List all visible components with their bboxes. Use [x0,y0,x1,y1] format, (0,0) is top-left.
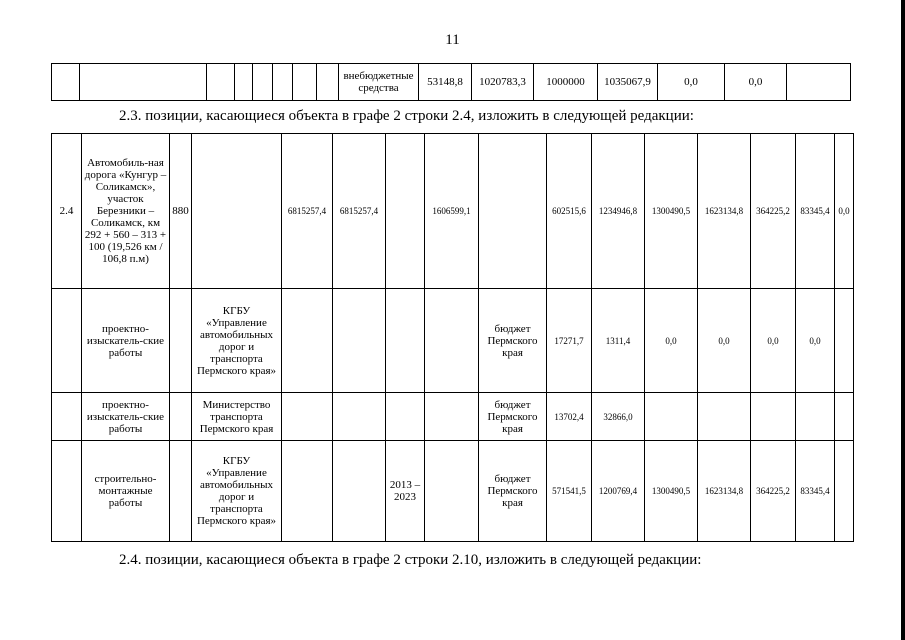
value-cell: 1311,4 [592,289,645,393]
funding-source: бюджет Пермского края [479,289,547,393]
table-row [52,134,854,289]
value-cell: 1234946,8 [592,134,645,289]
cell-empty [479,134,547,289]
cell-empty [835,289,854,393]
value-cell: 0,0 [645,289,698,393]
cell-empty [333,393,386,441]
continuation-table [51,63,851,101]
value-cell: 13702,4 [547,393,592,441]
value-cell: 6815257,4 [333,134,386,289]
cell-empty [787,64,851,101]
organization: КГБУ «Управление автомобильных дорог и транспорта Пермского края» [192,441,282,542]
value-cell: 1623134,8 [698,441,751,542]
period: 2013 – 2023 [386,441,425,542]
funding-source: бюджет Пермского края [479,393,547,441]
value-cell: 0,0 [835,134,854,289]
value-cell: 32866,0 [592,393,645,441]
cell-empty [386,289,425,393]
cell-empty [52,64,80,101]
value-cell: 0,0 [751,289,796,393]
cell-empty [170,393,192,441]
work-type: проектно-изыскатель-ские работы [82,393,170,441]
cell-empty [192,134,282,289]
cell-empty [253,64,273,101]
cell-empty [698,393,751,441]
cell-empty [282,393,333,441]
row-number: 2.4 [52,134,82,289]
cell-empty [835,441,854,542]
cell-empty [386,393,425,441]
organization: КГБУ «Управление автомобильных дорог и транспорта Пермского края» [192,289,282,393]
scan-edge [901,0,905,640]
table-row [52,393,854,441]
cell-empty [796,393,835,441]
cell-empty [425,289,479,393]
paragraph-2-4: 2.4. позиции, касающиеся объекта в графе 2 строки 2.10, изложить в следующей редакции: [119,552,702,568]
cell-empty [293,64,317,101]
cell-empty [645,393,698,441]
cell-empty [425,393,479,441]
value-cell: 1606599,1 [425,134,479,289]
value-cell: 1020783,3 [472,64,534,101]
cell-empty [333,441,386,542]
cell-empty [333,289,386,393]
cell-empty [317,64,339,101]
cell-empty [170,289,192,393]
paragraph-2-3: 2.3. позиции, касающиеся объекта в графе 2 строки 2.4, изложить в следующей редакции: [119,108,694,124]
funding-source: бюджет Пермского края [479,441,547,542]
value-cell: 602515,6 [547,134,592,289]
cell-empty [80,64,207,101]
object-code: 880 [170,134,192,289]
cell-empty [751,393,796,441]
cell-empty [273,64,293,101]
value-cell: 0,0 [796,289,835,393]
value-cell: 53148,8 [419,64,472,101]
cell-empty [386,134,425,289]
page-number: 11 [445,32,460,48]
organization: Министерство транспорта Пермского края [192,393,282,441]
value-cell: 364225,2 [751,441,796,542]
value-cell: 83345,4 [796,134,835,289]
value-cell: 0,0 [725,64,787,101]
value-cell: 1623134,8 [698,134,751,289]
cell-empty [835,393,854,441]
funding-source-label: внебюджетные средства [339,64,419,101]
cell-empty [235,64,253,101]
value-cell: 1000000 [534,64,598,101]
value-cell: 1200769,4 [592,441,645,542]
value-cell: 364225,2 [751,134,796,289]
table-row [52,441,854,542]
object-table [51,133,854,542]
value-cell: 17271,7 [547,289,592,393]
cell-empty [52,289,82,393]
value-cell: 1300490,5 [645,134,698,289]
value-cell: 571541,5 [547,441,592,542]
cell-empty [282,441,333,542]
object-name: Автомобиль-ная дорога «Кунгур – Соликамск», участок Березники – Соликамск, км 292 + 560 – 313 + 100 (19,526 км / 106,8 п.м) [82,134,170,289]
continuation-row [52,64,851,101]
cell-empty [170,441,192,542]
value-cell: 1300490,5 [645,441,698,542]
cell-empty [282,289,333,393]
value-cell: 0,0 [698,289,751,393]
work-type: строительно-монтажные работы [82,441,170,542]
cell-empty [425,441,479,542]
value-cell: 6815257,4 [282,134,333,289]
cell-empty [52,441,82,542]
value-cell: 1035067,9 [598,64,658,101]
value-cell: 83345,4 [796,441,835,542]
value-cell: 0,0 [658,64,725,101]
table-row [52,289,854,393]
work-type: проектно-изыскатель-ские работы [82,289,170,393]
cell-empty [207,64,235,101]
cell-empty [52,393,82,441]
